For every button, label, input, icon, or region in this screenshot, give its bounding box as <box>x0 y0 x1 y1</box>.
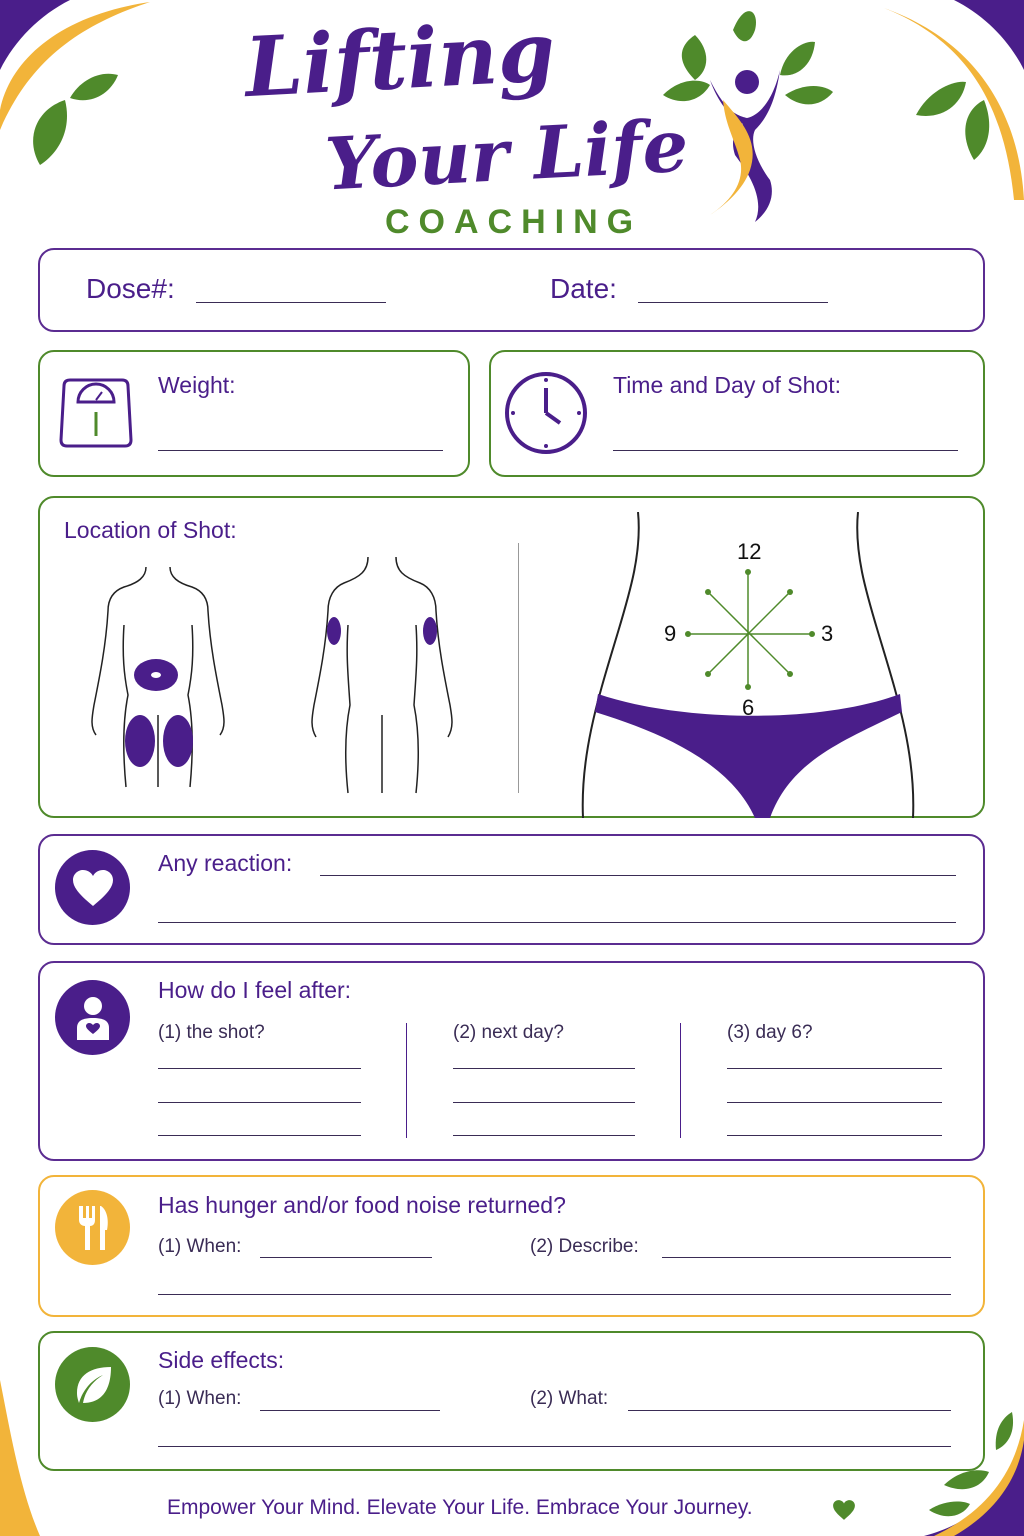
time-day-label: Time and Day of Shot: <box>613 372 841 398</box>
clock-label-3: 3 <box>821 621 834 646</box>
reaction-input-line-1[interactable] <box>320 875 956 876</box>
scale-icon <box>58 372 134 450</box>
side-effects-what-label: (2) What: <box>530 1388 609 1409</box>
side-effects-extra-input-line[interactable] <box>158 1446 951 1447</box>
side-effects-what-input-line[interactable] <box>628 1410 951 1411</box>
feel-label: How do I feel after: <box>158 977 352 1003</box>
logo-figure-icon <box>655 0 840 230</box>
clock-label-9: 9 <box>664 621 677 646</box>
side-effects-when-label: (1) When: <box>158 1388 242 1409</box>
brand-title-your-life: Your Life <box>323 102 691 207</box>
hunger-extra-input-line[interactable] <box>158 1294 951 1295</box>
fork-knife-icon <box>55 1190 130 1265</box>
side-effects-label: Side effects: <box>158 1347 285 1373</box>
date-input-line[interactable] <box>638 302 828 303</box>
leaf-icon <box>55 1347 130 1422</box>
hunger-describe-input-line[interactable] <box>662 1257 951 1258</box>
corner-decoration-top-right <box>854 0 1024 200</box>
hunger-label: Has hunger and/or food noise returned? <box>158 1192 566 1218</box>
footer-heart-icon <box>832 1499 856 1521</box>
feel-col-1-label: (1) the shot? <box>158 1022 265 1043</box>
body-back-diagram <box>308 555 458 795</box>
location-divider <box>518 543 519 793</box>
hunger-describe-label: (2) Describe: <box>530 1236 639 1257</box>
dose-date-section <box>38 248 985 332</box>
dose-input-line[interactable] <box>196 302 386 303</box>
weight-input-line[interactable] <box>158 450 443 451</box>
feel-col-1-line-1[interactable] <box>158 1068 361 1069</box>
dose-label: Dose#: <box>86 273 175 304</box>
side-effects-when-input-line[interactable] <box>260 1410 440 1411</box>
feel-col-2-label: (2) next day? <box>453 1022 564 1043</box>
footer-tagline: Empower Your Mind. Elevate Your Life. Embrace Your Journey. <box>167 1496 753 1519</box>
feel-col-2-line-2[interactable] <box>453 1102 635 1103</box>
clock-icon <box>502 370 590 456</box>
reaction-input-line-2[interactable] <box>158 922 956 923</box>
weight-label: Weight: <box>158 372 236 398</box>
reaction-label: Any reaction: <box>158 850 293 876</box>
time-day-input-line[interactable] <box>613 450 958 451</box>
feel-col-3-label: (3) day 6? <box>727 1022 813 1043</box>
feel-col-3-line-3[interactable] <box>727 1135 942 1136</box>
location-label: Location of Shot: <box>64 517 237 543</box>
feel-divider-2 <box>680 1023 681 1138</box>
hunger-when-input-line[interactable] <box>260 1257 432 1258</box>
heart-icon <box>55 850 130 925</box>
feel-col-3-line-2[interactable] <box>727 1102 942 1103</box>
body-front-diagram <box>88 565 228 790</box>
clock-label-12: 12 <box>737 539 762 564</box>
feel-col-2-line-1[interactable] <box>453 1068 635 1069</box>
feel-col-1-line-3[interactable] <box>158 1135 361 1136</box>
feel-col-3-line-1[interactable] <box>727 1068 942 1069</box>
feel-col-1-line-2[interactable] <box>158 1102 361 1103</box>
brand-subtitle-coaching: COACHING <box>385 203 643 241</box>
corner-decoration-top-left <box>0 0 170 180</box>
person-heart-icon <box>55 980 130 1055</box>
feel-col-2-line-3[interactable] <box>453 1135 635 1136</box>
feel-divider-1 <box>406 1023 407 1138</box>
corner-decoration-bottom-left <box>0 1380 40 1536</box>
date-label: Date: <box>550 273 617 304</box>
brand-title-lifting: Lifting <box>242 3 558 117</box>
clock-label-6: 6 <box>742 695 755 720</box>
hunger-when-label: (1) When: <box>158 1236 242 1257</box>
